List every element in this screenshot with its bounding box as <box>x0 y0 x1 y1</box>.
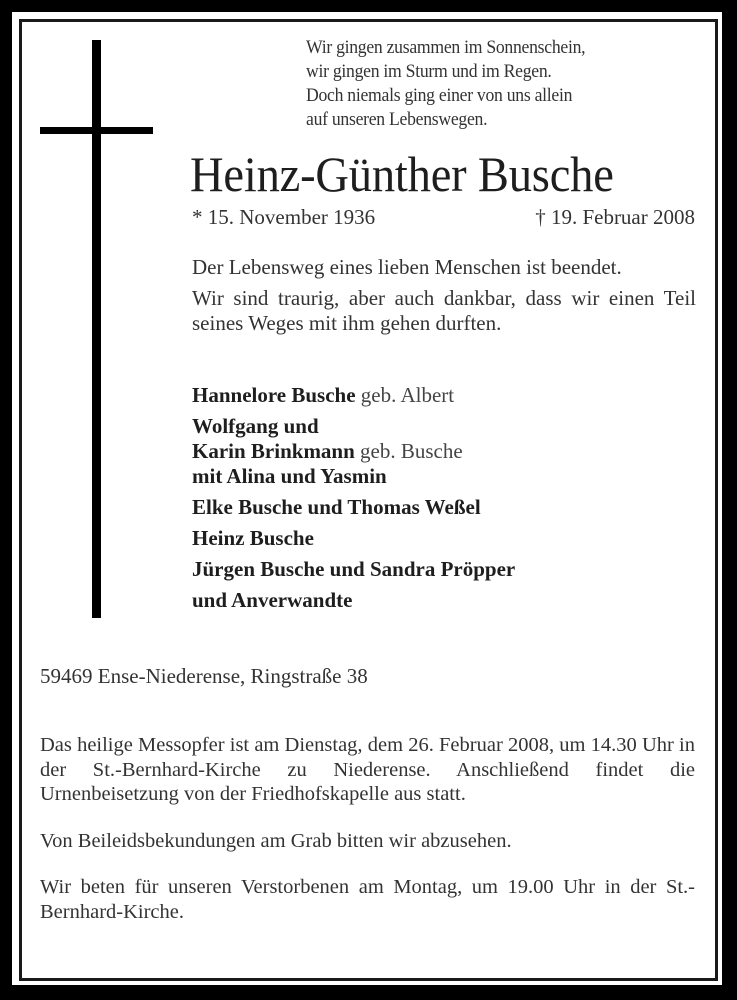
poem <box>306 36 706 132</box>
mourner <box>192 439 692 464</box>
address: 59469 Ense-Niederense, Ringstraße 38 <box>40 664 368 688</box>
mourner-name: und Anverwandte <box>192 588 353 612</box>
mourner-name: mit Alina und Yasmin <box>192 464 387 488</box>
service-info <box>40 733 695 924</box>
intro-paragraph: Wir sind traurig, aber auch dankbar, dass wir einen Teil seines Weges mit ihm gehen durften. <box>192 286 696 335</box>
maiden-name: geb. Albert <box>355 383 455 407</box>
intro-text <box>192 255 696 342</box>
mourner-name: Wolfgang und <box>192 414 319 438</box>
mourner <box>192 557 692 582</box>
mourner-name: Jürgen Busche und Sandra Pröpper <box>192 557 516 581</box>
mourner <box>192 464 692 489</box>
mourner-name: Elke Busche und Thomas Weßel <box>192 495 481 519</box>
mourners-list <box>192 383 692 613</box>
intro-paragraph: Der Lebensweg eines lieben Menschen ist beendet. <box>192 255 622 279</box>
mourner <box>192 414 692 439</box>
birth-date: * 15. November 1936 <box>192 205 376 229</box>
poem-line: Doch niemals ging einer von uns allein <box>306 85 573 106</box>
death-date: † 19. Februar 2008 <box>535 205 695 229</box>
poem-line: wir gingen im Sturm und im Regen. <box>306 61 552 82</box>
poem-line: auf unseren Lebenswegen. <box>306 109 488 130</box>
mass-info: Das heilige Messopfer ist am Dienstag, dem 26. Februar 2008, um 14.30 Uhr in der St.-Bernhard-Kirche zu Niederense. Anschließend findet die Urnenbeisetzung von der Friedhofskapelle aus statt. <box>40 734 695 805</box>
mourner <box>192 383 692 408</box>
mourner <box>192 526 692 551</box>
mourner-name: Hannelore Busche <box>192 383 356 407</box>
prayer-info: Wir beten für unseren Verstorbenen am Montag, um 19.00 Uhr in der St.-Bernhard-Kirche. <box>40 876 695 923</box>
cross-icon-bar <box>40 127 153 134</box>
deceased-name: Heinz-Günther Busche <box>190 146 614 202</box>
maiden-name: geb. Busche <box>354 439 463 463</box>
mourner <box>192 495 692 520</box>
mourner-name: Karin Brinkmann <box>192 439 355 463</box>
mourner-name: Heinz Busche <box>192 526 314 550</box>
poem-line: Wir gingen zusammen im Sonnenschein, <box>306 37 586 58</box>
mourner <box>192 588 692 613</box>
condolences-note: Von Beileidsbekundungen am Grab bitten wir abzusehen. <box>40 829 512 852</box>
